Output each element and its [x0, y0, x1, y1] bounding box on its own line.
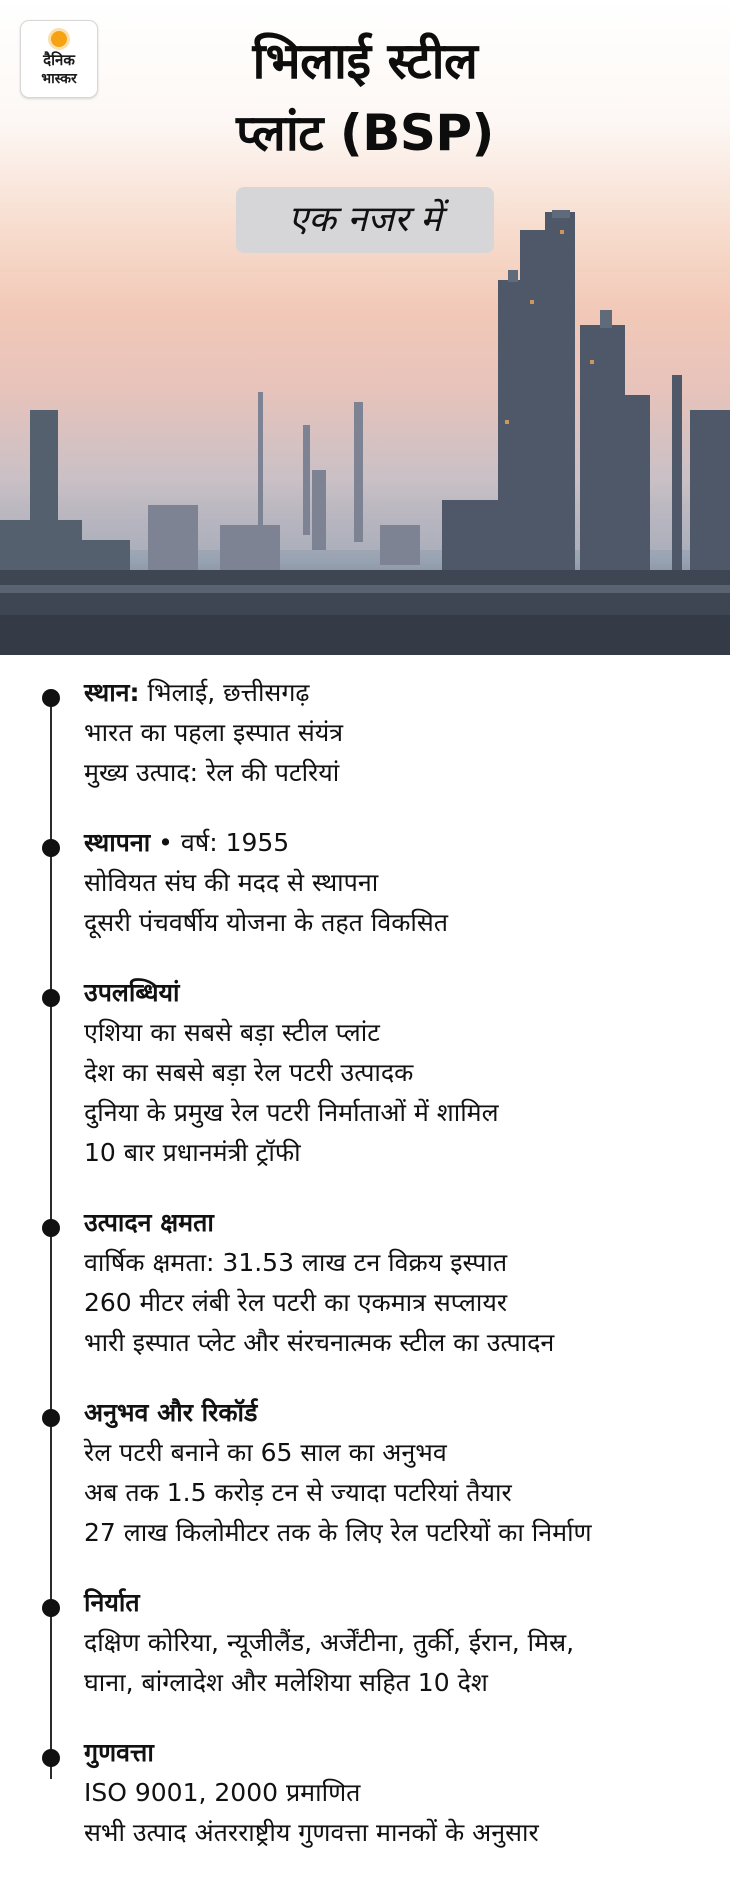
section-line: रेल पटरी बनाने का 65 साल का अनुभव: [84, 1438, 447, 1467]
section-title: स्थान:: [84, 678, 140, 707]
section-line: एशिया का सबसे बड़ा स्टील प्लांट: [84, 1018, 380, 1047]
section-line: भारत का पहला इस्पात संयंत्र: [84, 718, 344, 747]
section-line: दुनिया के प्रमुख रेल पटरी निर्माताओं में शामिल: [84, 1098, 499, 1127]
section-title: अनुभव और रिकॉर्ड: [84, 1398, 258, 1427]
section-heading: [84, 823, 289, 863]
timeline-dot: [42, 1599, 60, 1617]
section-line: दक्षिण कोरिया, न्यूजीलैंड, अर्जेंटीना, तुर्की, ईरान, मिस्र,: [84, 1628, 575, 1657]
section-line: दूसरी पंचवर्षीय योजना के तहत विकसित: [84, 908, 449, 937]
hero-banner: [0, 0, 730, 655]
subtitle-badge: एक नजर में: [236, 187, 494, 253]
section-title: निर्यात: [84, 1588, 140, 1617]
timeline-dot: [42, 1219, 60, 1237]
section-line: भारी इस्पात प्लेट और संरचनात्मक स्टील का उत्पादन: [84, 1328, 555, 1357]
facts-timeline: [0, 655, 730, 1897]
section-line: सोवियत संघ की मदद से स्थापना: [84, 868, 379, 897]
section-line: 10 बार प्रधानमंत्री ट्रॉफी: [84, 1138, 301, 1167]
logo-text-line1: दैनिक: [43, 51, 75, 69]
section-line: 27 लाख किलोमीटर तक के लिए रेल पटरियों का निर्माण: [84, 1518, 592, 1547]
timeline-dot: [42, 689, 60, 707]
section-line: सभी उत्पाद अंतरराष्ट्रीय गुणवत्ता मानकों के अनुसार: [84, 1818, 539, 1847]
section-title-suffix: भिलाई, छत्तीसगढ़: [139, 678, 310, 707]
section-title: उत्पादन क्षमता: [84, 1208, 214, 1237]
sun-icon: [51, 31, 67, 47]
page-title-line1: भिलाई स्टील: [252, 32, 478, 90]
section-heading: [84, 673, 309, 713]
section-title: उपलब्धियां: [84, 978, 180, 1007]
section-line: वार्षिक क्षमता: 31.53 लाख टन विक्रय इस्पात: [84, 1248, 508, 1277]
section-line: मुख्य उत्पाद: रेल की पटरियां: [84, 758, 340, 787]
section-line: घाना, बांग्लादेश और मलेशिया सहित 10 देश: [84, 1668, 488, 1697]
logo-text-line2: भास्कर: [41, 71, 77, 87]
section-title: गुणवत्ता: [84, 1738, 154, 1767]
section-line: ISO 9001, 2000 प्रमाणित: [84, 1778, 361, 1807]
timeline-dot: [42, 839, 60, 857]
section-title: स्थापना: [84, 828, 151, 857]
page-title-line2: प्लांट (BSP): [236, 104, 494, 162]
section-line: देश का सबसे बड़ा रेल पटरी उत्पादक: [84, 1058, 414, 1087]
steel-plant-photo: [0, 0, 730, 655]
timeline-dot: [42, 1749, 60, 1767]
timeline-dot: [42, 1409, 60, 1427]
dainik-bhaskar-logo[interactable]: [20, 20, 98, 98]
section-line: 260 मीटर लंबी रेल पटरी का एकमात्र सप्लायर: [84, 1288, 508, 1317]
section-title-suffix: • वर्ष: 1955: [150, 828, 290, 857]
section-line: अब तक 1.5 करोड़ टन से ज्यादा पटरियां तैयार: [84, 1478, 512, 1507]
timeline-dot: [42, 989, 60, 1007]
timeline-line: [50, 699, 52, 1779]
